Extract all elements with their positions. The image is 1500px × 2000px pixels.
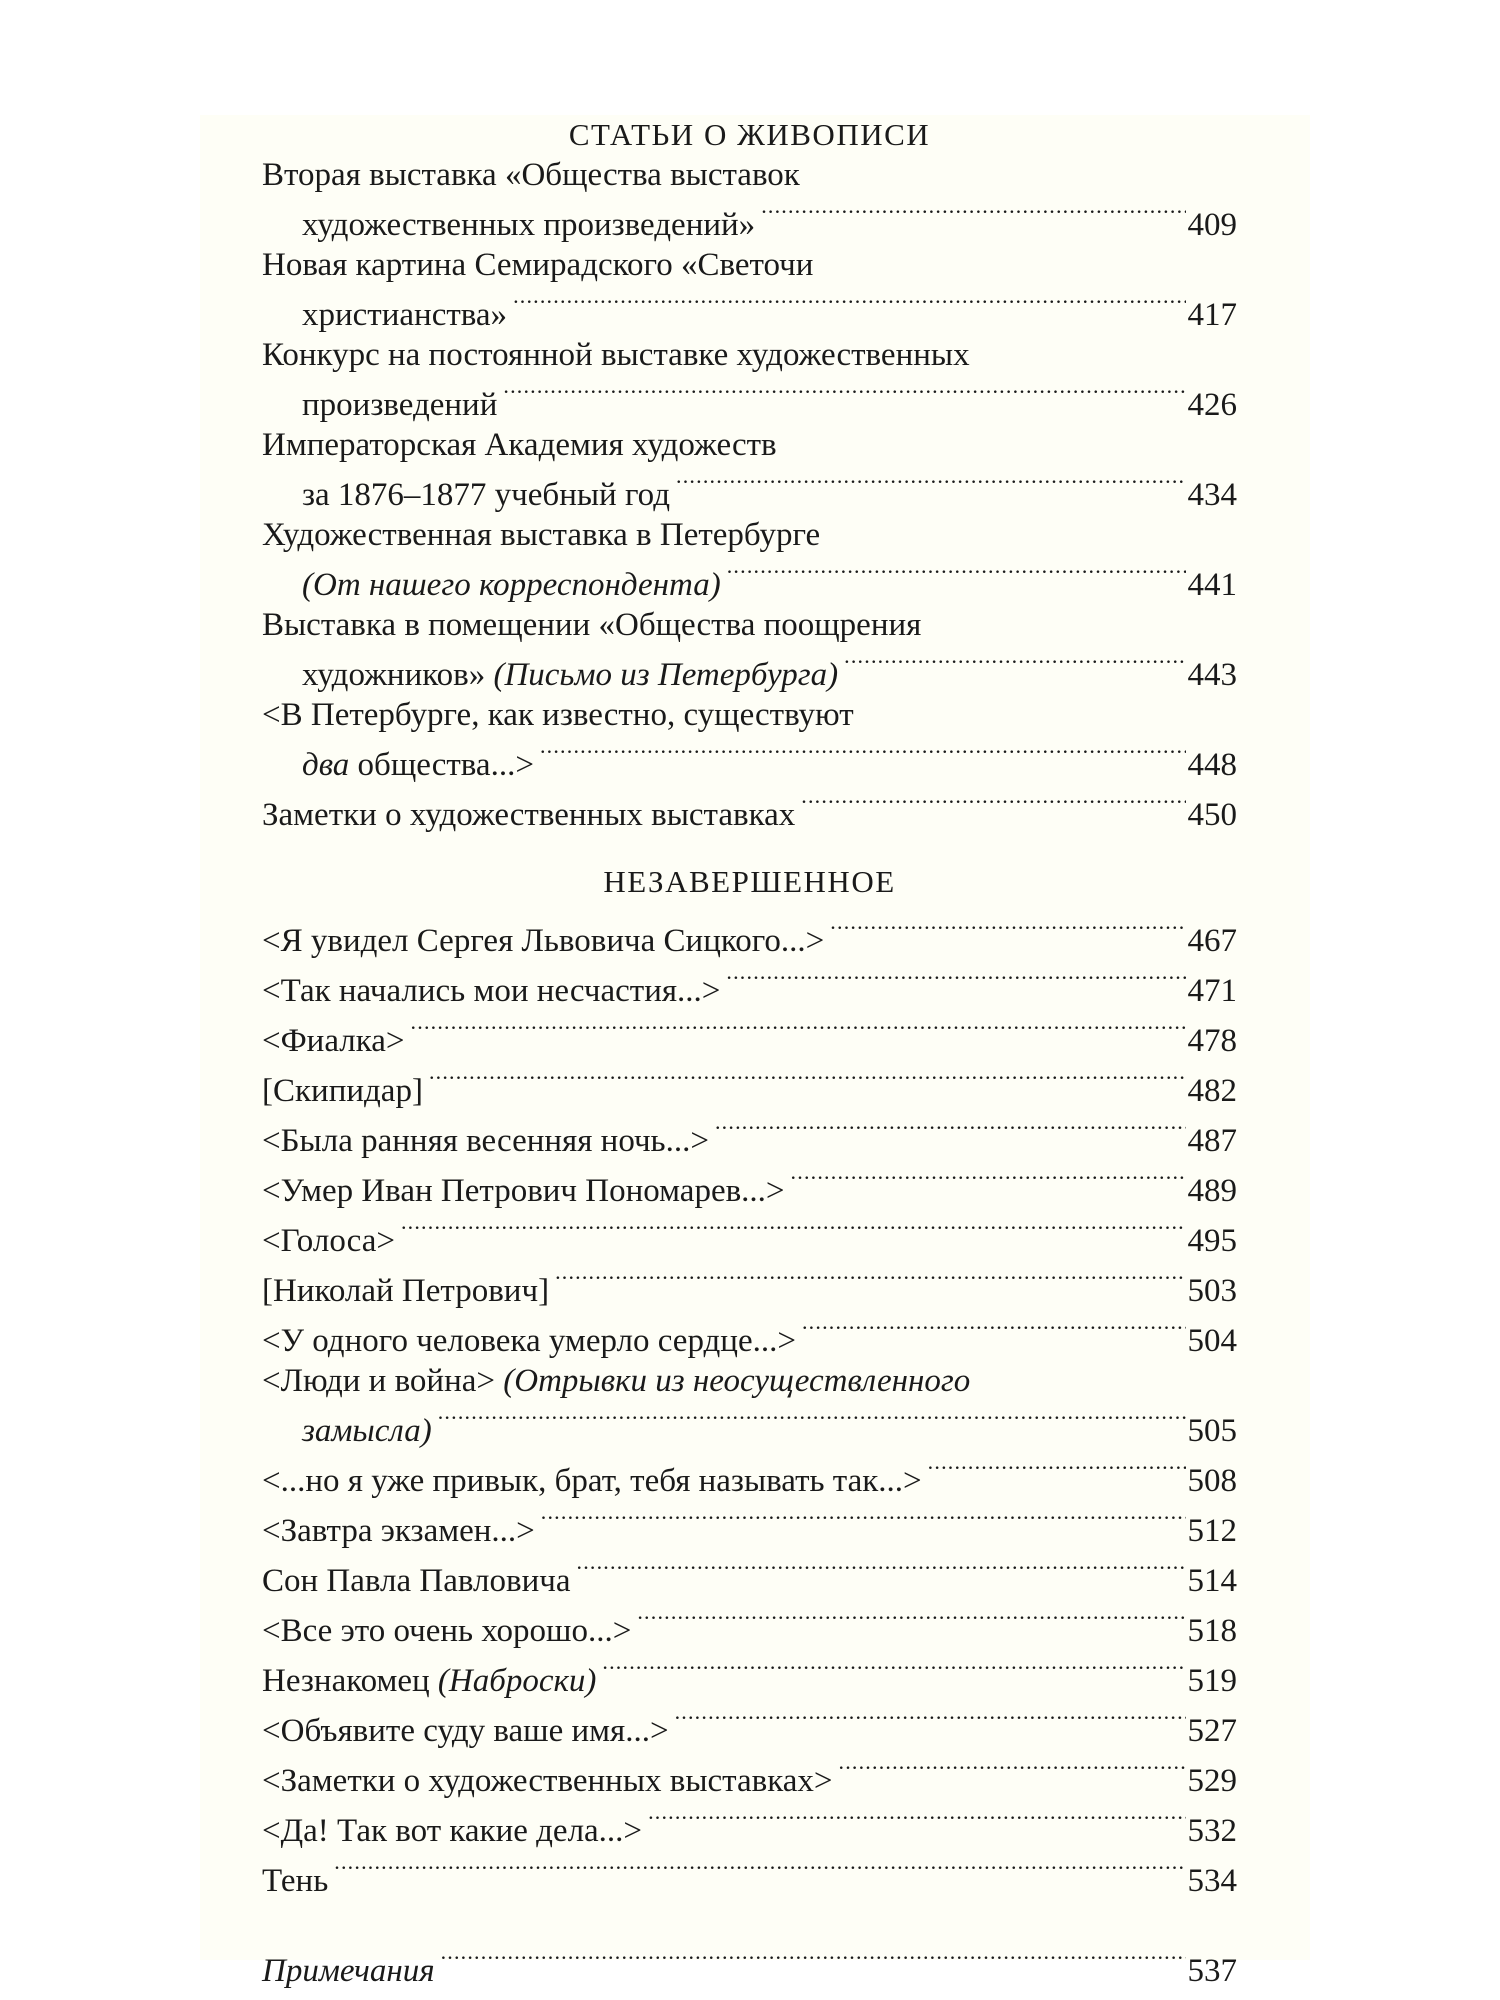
entry-title-line	[262, 1271, 549, 1311]
leader-dots	[577, 1551, 1186, 1591]
leader-dots	[839, 1751, 1186, 1791]
page-number: 448	[1187, 747, 1237, 783]
entry-title-line	[302, 295, 507, 335]
entry-title: Императорская Академия художеств	[262, 427, 777, 463]
page-number: 426	[1187, 387, 1237, 423]
toc-entry[interactable]	[262, 695, 1237, 785]
entry-title: Заметки о художественных выставках	[262, 797, 796, 833]
entry-title-line	[302, 745, 534, 785]
toc-entry[interactable]	[262, 1011, 1237, 1061]
leader-dots	[602, 1651, 1185, 1691]
notes-label: Примечания	[262, 1953, 435, 1989]
entry-subtitle: (Отрывки из неосуществленного	[503, 1363, 971, 1399]
page-number: 537	[1187, 1953, 1237, 1989]
entry-title: <Заметки о художественных выставках>	[262, 1763, 833, 1799]
leader-dots	[438, 1401, 1186, 1441]
page-number: 409	[1187, 207, 1237, 243]
entry-title: Художественная выставка в Петербурге	[262, 517, 821, 553]
leader-dots	[540, 735, 1186, 775]
toc-entry[interactable]	[262, 425, 1237, 515]
entry-title: Конкурс на постоянной выставке художественных	[262, 337, 970, 373]
leader-dots	[802, 1311, 1186, 1351]
entry-title-line	[302, 1411, 432, 1451]
leader-dots	[429, 1061, 1186, 1101]
entry-title: <Была ранняя весенняя ночь...>	[262, 1123, 709, 1159]
toc-entry[interactable]	[262, 1361, 1237, 1451]
entry-title: Тень	[262, 1863, 329, 1899]
leader-dots	[761, 195, 1185, 235]
entry-title: за 1876–1877 учебный год	[302, 477, 671, 513]
entry-title: христианства»	[302, 297, 508, 333]
entry-title-line	[262, 1811, 642, 1851]
page-number: 505	[1187, 1413, 1237, 1449]
page-number: 508	[1187, 1463, 1237, 1499]
entry-title: <У одного человека умерло сердце...>	[262, 1323, 796, 1359]
page-number: 443	[1187, 657, 1237, 693]
entry-title-line	[262, 155, 1237, 195]
entry-title: Незнакомец	[262, 1663, 438, 1699]
page-number: 450	[1187, 797, 1237, 833]
leader-dots	[726, 961, 1185, 1001]
entry-title-line	[262, 1611, 631, 1651]
leader-dots	[503, 375, 1185, 415]
toc-entry[interactable]	[262, 911, 1237, 961]
entry-title-line	[262, 921, 824, 961]
leader-dots	[441, 1941, 1186, 1981]
entry-title-line	[262, 245, 1237, 285]
page-number: 518	[1187, 1613, 1237, 1649]
entry-title-line	[262, 971, 720, 1011]
toc-entry[interactable]	[262, 245, 1237, 335]
toc-entry[interactable]	[262, 785, 1237, 835]
entry-title-line	[262, 1761, 833, 1801]
toc-entry[interactable]	[262, 155, 1237, 245]
entry-title: <Умер Иван Петрович Пономарев...>	[262, 1173, 785, 1209]
entry-title: [Скипидар]	[262, 1073, 423, 1109]
section-entries	[262, 911, 1237, 1901]
entry-title-line	[262, 1171, 785, 1211]
page-number: 489	[1187, 1173, 1237, 1209]
entry-title-line	[302, 565, 721, 605]
leader-dots	[801, 785, 1185, 825]
entry-title: произведений	[302, 387, 498, 423]
entry-title: Сон Павла Павловича	[262, 1563, 571, 1599]
leader-dots	[715, 1111, 1186, 1151]
page-number: 434	[1187, 477, 1237, 513]
section-title: НЕЗАВЕРШЕННОЕ	[603, 864, 896, 899]
leader-dots	[727, 555, 1186, 595]
entry-title: <В Петербурге, как известно, существуют	[262, 697, 854, 733]
entry-title-line	[262, 1511, 535, 1551]
entry-title: <Все это очень хорошо...>	[262, 1613, 632, 1649]
leader-dots	[541, 1501, 1186, 1541]
toc-entry[interactable]	[262, 1211, 1237, 1261]
page-number: 504	[1187, 1323, 1237, 1359]
toc-entry[interactable]	[262, 1851, 1237, 1901]
leader-dots	[555, 1261, 1185, 1301]
page-number: 471	[1187, 973, 1237, 1009]
page-number: 495	[1187, 1223, 1237, 1259]
entry-title: <Голоса>	[262, 1223, 395, 1259]
entry-title: <...но я уже привык, брат, тебя называть так...>	[262, 1463, 922, 1499]
entry-title: <Объявите суду ваше имя...>	[262, 1713, 669, 1749]
page-number: 417	[1187, 297, 1237, 333]
section-title: СТАТЬИ О ЖИВОПИСИ	[568, 117, 931, 152]
toc-entry[interactable]	[262, 1501, 1237, 1551]
toc-entry[interactable]	[262, 1801, 1237, 1851]
leader-dots	[637, 1601, 1185, 1641]
entry-title-line	[262, 1861, 328, 1901]
page-number: 467	[1187, 923, 1237, 959]
entry-title: <Фиалка>	[262, 1023, 405, 1059]
page-number: 519	[1187, 1663, 1237, 1699]
page-number: 512	[1187, 1513, 1237, 1549]
toc-entry[interactable]	[262, 1261, 1237, 1311]
entry-title-line	[262, 1561, 571, 1601]
toc-entry[interactable]	[262, 605, 1237, 695]
entry-title-line	[302, 655, 838, 695]
entry-title-line	[262, 1121, 709, 1161]
notes-entry[interactable]	[262, 1941, 1237, 1991]
toc-entry[interactable]	[262, 1651, 1237, 1701]
entry-title: [Николай Петрович]	[262, 1273, 550, 1309]
leader-dots	[513, 285, 1185, 325]
entry-title: художественных произведений»	[302, 207, 756, 243]
entry-title-line	[262, 1461, 922, 1501]
entry-title: <Я увидел Сергея Львовича Сицкого...>	[262, 923, 825, 959]
page-number: 534	[1187, 1863, 1237, 1899]
entry-title-line	[262, 1321, 796, 1361]
leader-dots	[648, 1801, 1185, 1841]
leader-dots	[844, 645, 1185, 685]
entry-title-line	[262, 1221, 395, 1261]
leader-dots	[411, 1011, 1186, 1051]
toc-entry[interactable]	[262, 1451, 1237, 1501]
entry-title: общества...>	[349, 747, 534, 783]
entry-title: Вторая выставка «Общества выставок	[262, 157, 800, 193]
page-number: 532	[1187, 1813, 1237, 1849]
entry-title-line	[302, 385, 497, 425]
entry-title-line	[262, 335, 1237, 375]
page-number: 503	[1187, 1273, 1237, 1309]
entry-subtitle: (Наброски)	[437, 1663, 597, 1699]
entry-title: <Да! Так вот какие дела...>	[262, 1813, 643, 1849]
entry-title-line	[262, 1711, 669, 1751]
entry-title: художников»	[302, 657, 494, 693]
leader-dots	[334, 1851, 1185, 1891]
page-number: 487	[1187, 1123, 1237, 1159]
page-number: 529	[1187, 1763, 1237, 1799]
entry-subtitle: замысла)	[302, 1413, 432, 1449]
leader-dots	[675, 1701, 1186, 1741]
entry-subtitle: (Письмо из Петербурга)	[493, 657, 839, 693]
page-number: 514	[1187, 1563, 1237, 1599]
toc-entry[interactable]	[262, 1551, 1237, 1601]
entry-title-line	[262, 1021, 405, 1061]
entry-title-line	[262, 695, 1237, 735]
entry-title: <Завтра экзамен...>	[262, 1513, 535, 1549]
toc-entry[interactable]	[262, 961, 1237, 1011]
page-number: 478	[1187, 1023, 1237, 1059]
entry-title-line	[262, 515, 1237, 555]
entry-title-line	[262, 425, 1237, 465]
toc-entry[interactable]	[262, 515, 1237, 605]
entry-title: Выставка в помещении «Общества поощрения	[262, 607, 922, 643]
page-number: 441	[1187, 567, 1237, 603]
toc-entry[interactable]	[262, 1061, 1237, 1111]
toc-entry[interactable]	[262, 1311, 1237, 1361]
entry-title-line	[302, 475, 670, 515]
entry-title-line	[262, 1071, 423, 1111]
toc-entry[interactable]	[262, 335, 1237, 425]
toc-entry[interactable]	[262, 1701, 1237, 1751]
toc-entry[interactable]	[262, 1601, 1237, 1651]
leader-dots	[830, 911, 1185, 951]
leader-dots	[401, 1211, 1186, 1251]
entry-subtitle: (От нашего корреспондента)	[302, 567, 721, 603]
page-number: 482	[1187, 1073, 1237, 1109]
entry-title: <Люди и война>	[262, 1363, 504, 1399]
section-entries	[262, 155, 1237, 835]
table-of-contents	[262, 108, 1237, 1991]
entry-title: Новая картина Семирадского «Светочи	[262, 247, 814, 283]
leader-dots	[928, 1451, 1186, 1491]
page-number: 527	[1187, 1713, 1237, 1749]
toc-entry[interactable]	[262, 1751, 1237, 1801]
entry-italic-word: два	[302, 747, 350, 783]
entry-title-line	[262, 605, 1237, 645]
entry-title-line	[302, 205, 755, 245]
entry-title: <Так начались мои несчастия...>	[262, 973, 721, 1009]
toc-entry[interactable]	[262, 1161, 1237, 1211]
leader-dots	[791, 1161, 1186, 1201]
entry-title-line	[262, 795, 795, 835]
toc-entry[interactable]	[262, 1111, 1237, 1161]
leader-dots	[676, 465, 1185, 505]
entry-title-line	[262, 1361, 1237, 1401]
entry-title-line	[262, 1661, 596, 1701]
